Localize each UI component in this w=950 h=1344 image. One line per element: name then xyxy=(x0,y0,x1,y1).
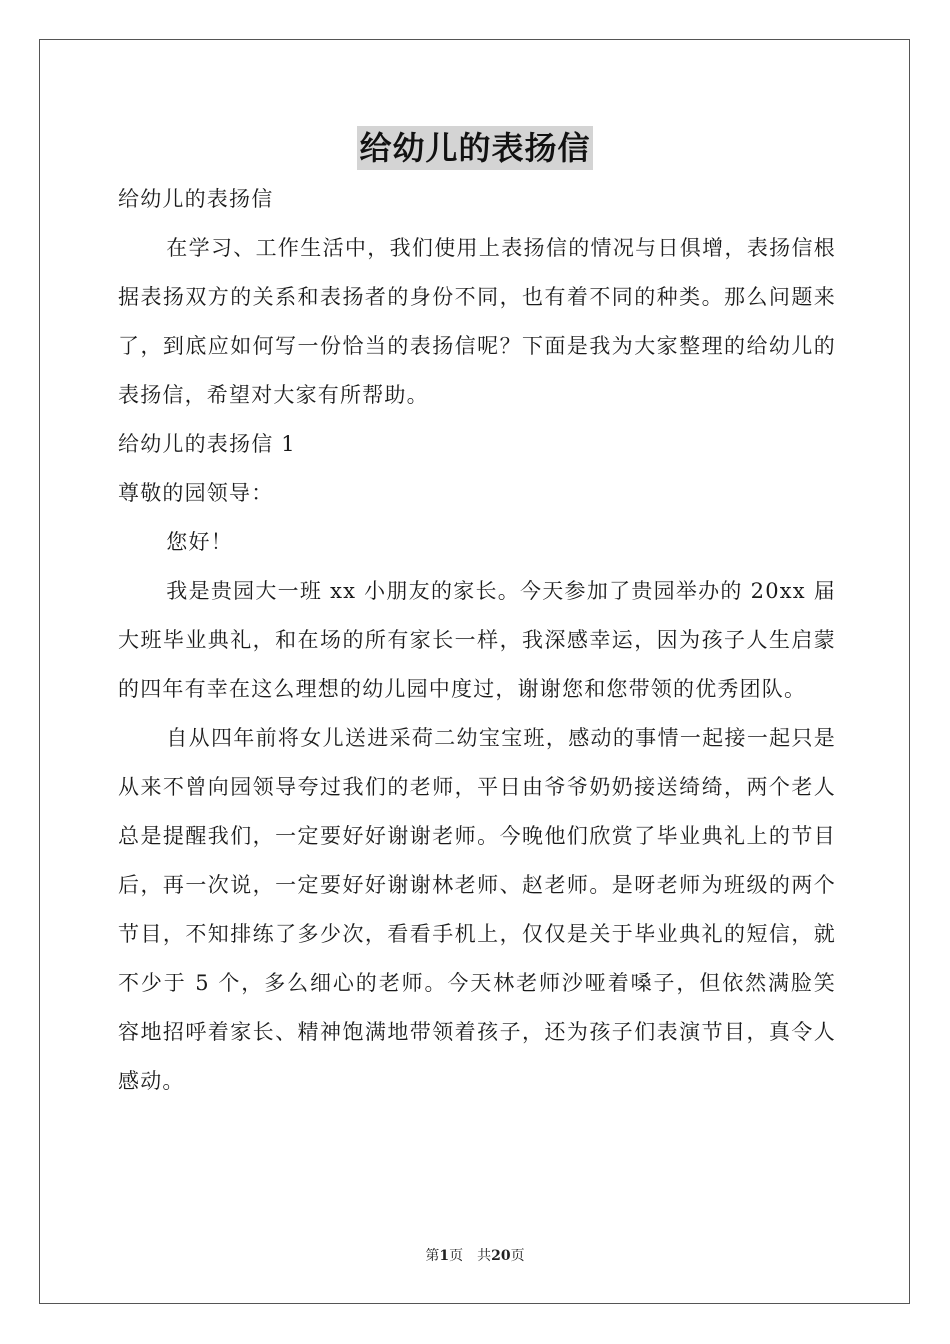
intro-paragraph: 在学习、工作生活中，我们使用上表扬信的情况与日俱增，表扬信根据表扬双方的关系和表扬者的身份不同，也有着不同的种类。那么问题来了，到底应如何写一份恰当的表扬信呢？下面是我为大家整理的给幼儿的表扬信，希望对大家有所帮助。 xyxy=(118,236,836,407)
page-number: 1 xyxy=(439,1248,450,1264)
document-title: 给幼儿的表扬信 xyxy=(357,126,592,170)
body-paragraph-2: 自从四年前将女儿送进采荷二幼宝宝班，感动的事情一起接一起只是从来不曾向园领导夸过我们的老师，平日由爷爷奶奶接送绮绮，两个老人总是提醒我们，一定要好好谢谢老师。今晚他们欣赏了毕业典礼上的节目后，再一次说，一定要好好谢谢林老师、赵老师。是呀老师为班级的两个节目，不知排练了多少次，看看手机上，仅仅是关于毕业典礼的短信，就不少于 5 个，多么细心的老师。今天林老师沙哑着嗓子，但依然满脸笑容地招呼着家长、精神饱满地带领着孩子，还为孩子们表演节目，真令人感动。 xyxy=(118,726,836,1093)
document-body xyxy=(118,175,836,1106)
total-pages: 20 xyxy=(491,1248,511,1264)
page-prefix: 第 xyxy=(425,1248,440,1264)
document-subtitle: 给幼儿的表扬信 xyxy=(118,187,274,211)
greeting: 您好！ xyxy=(166,530,233,554)
page-footer xyxy=(0,1246,950,1266)
total-prefix: 共 xyxy=(477,1248,492,1264)
page-suffix: 页 xyxy=(449,1248,464,1264)
salutation: 尊敬的园领导： xyxy=(118,481,274,505)
body-paragraph-1: 我是贵园大一班 xx 小朋友的家长。今天参加了贵园举办的 20xx 届大班毕业典礼，和在场的所有家长一样，我深感幸运，因为孩子人生启蒙的四年有幸在这么理想的幼儿园中度过，谢谢您和您带领的优秀团队。 xyxy=(118,579,836,701)
section-heading: 给幼儿的表扬信 1 xyxy=(118,432,296,456)
title-container xyxy=(0,126,950,170)
total-suffix: 页 xyxy=(510,1248,525,1264)
